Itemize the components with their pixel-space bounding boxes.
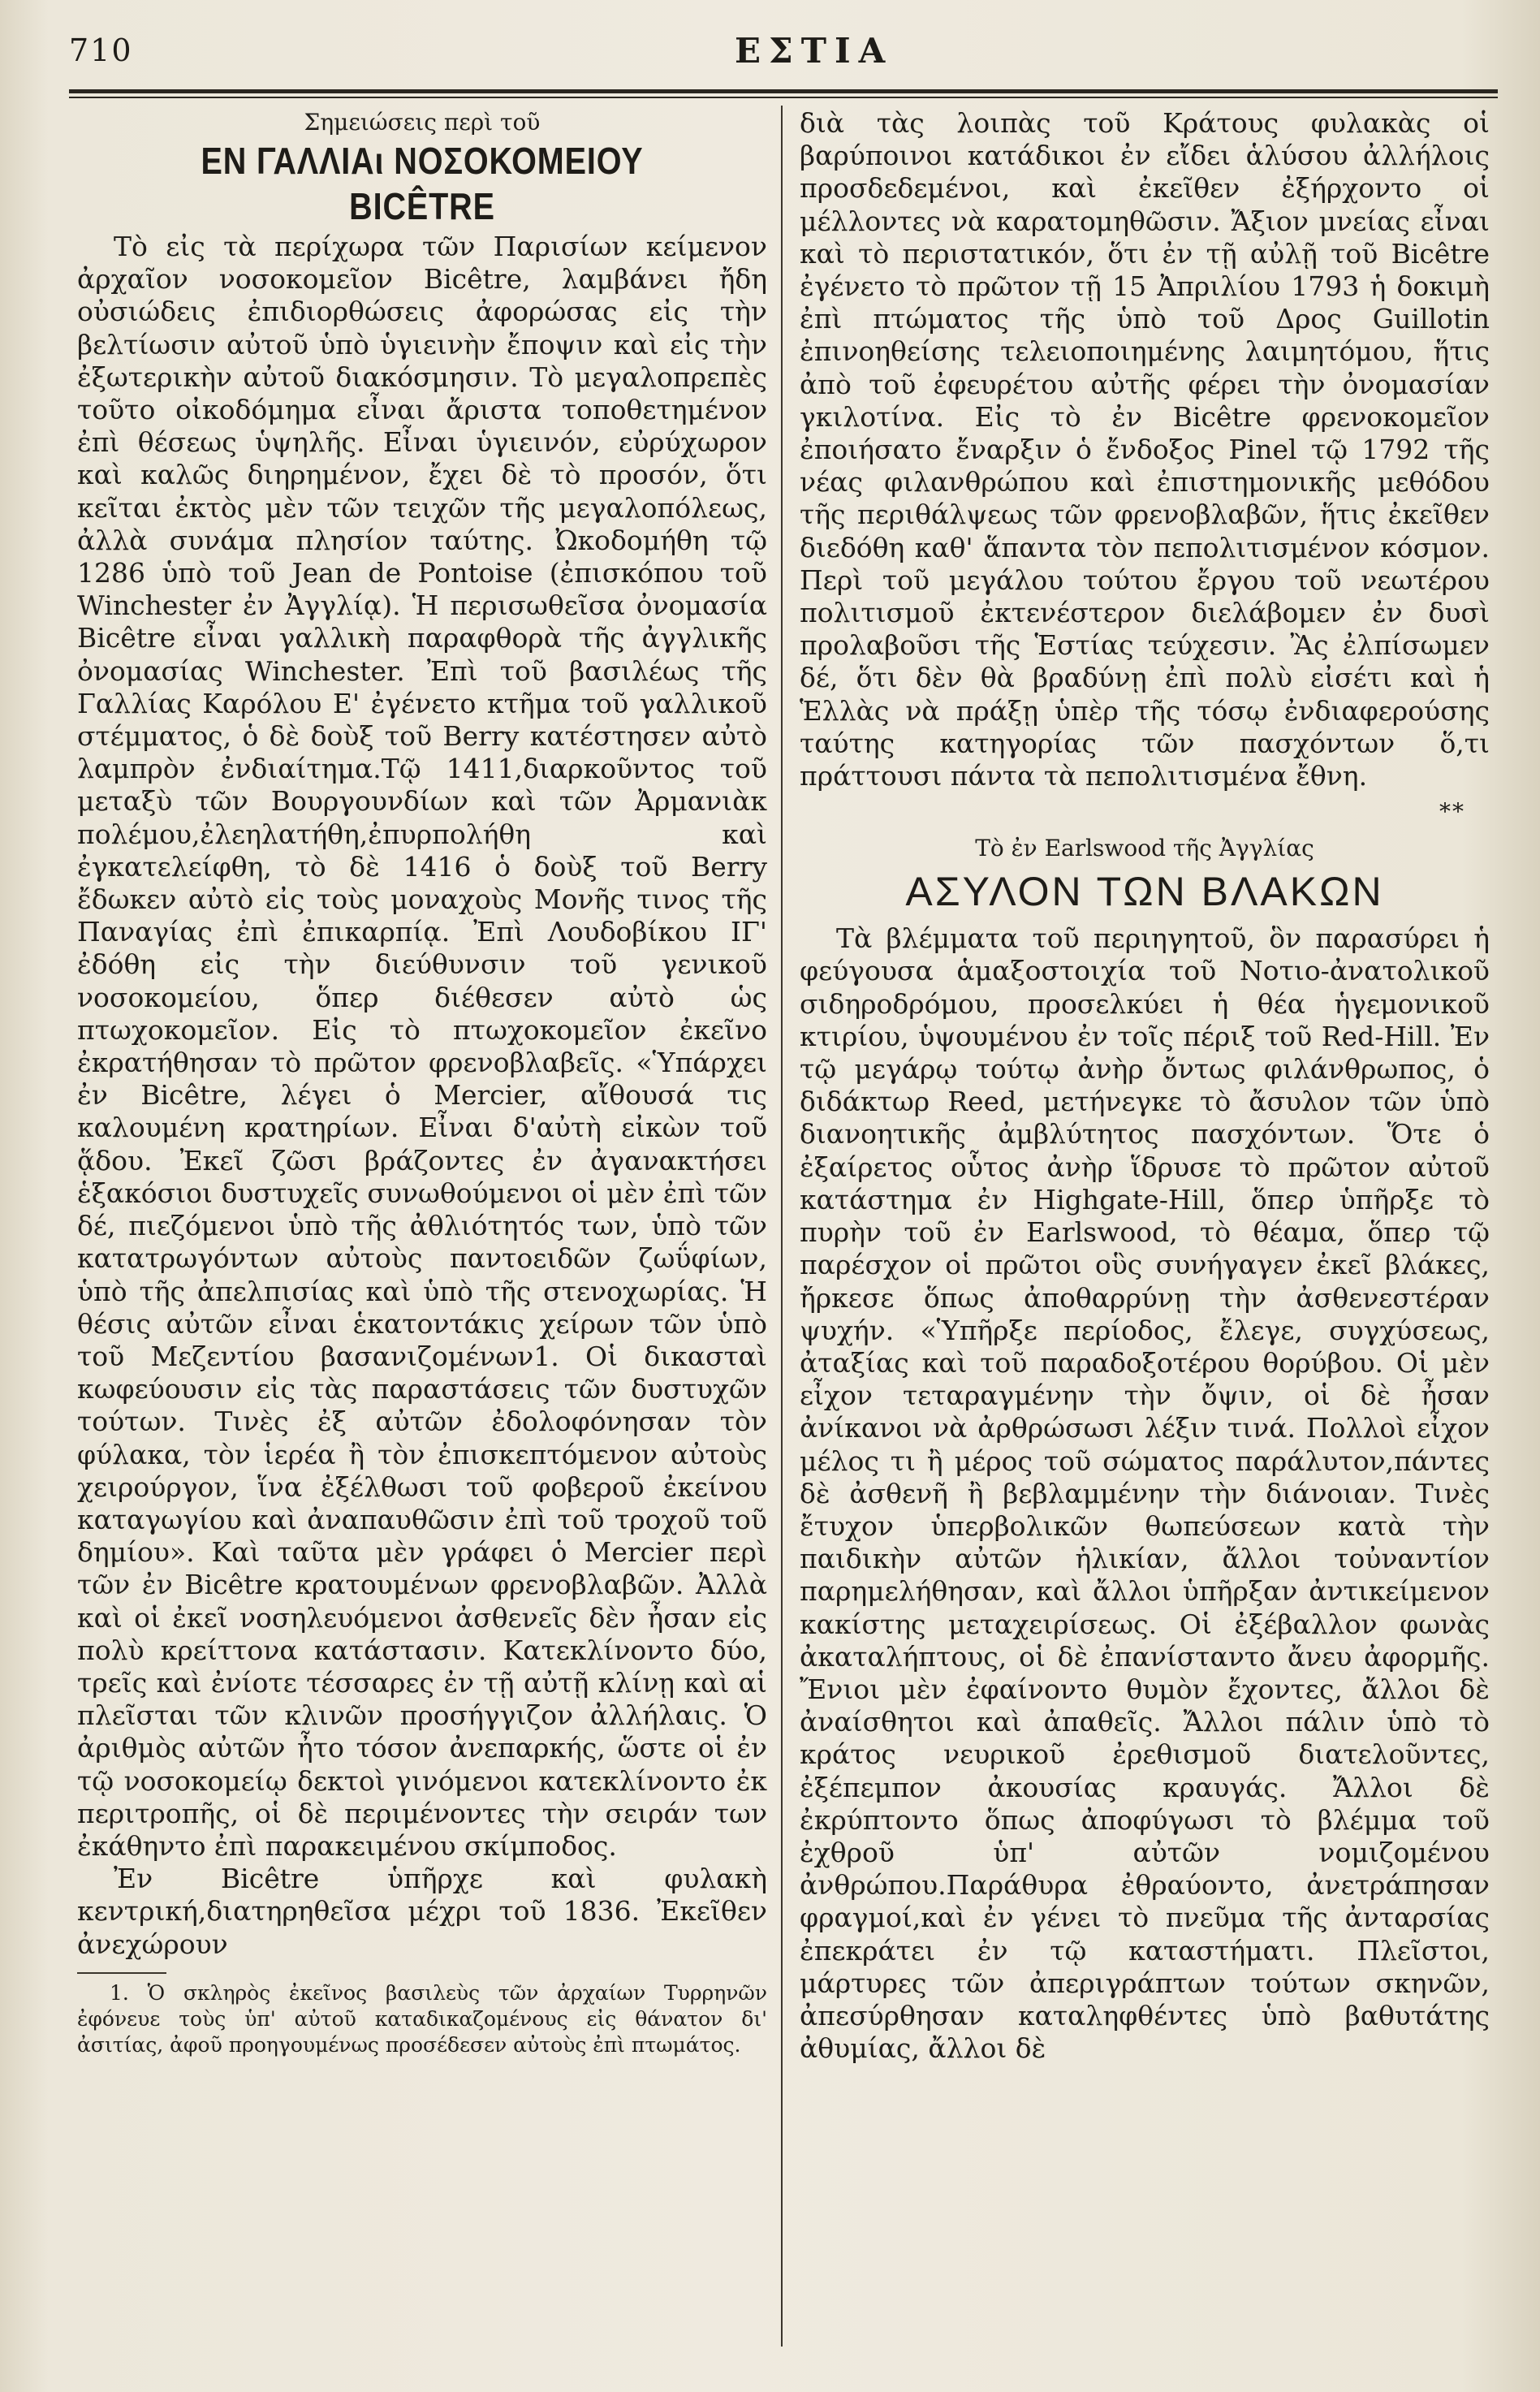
left-column xyxy=(77,107,767,2058)
article-paragraph-continued: διὰ τὰς λοιπὰς τοῦ Κράτους φυλακὰς οἱ βαρύποινοι κατάδικοι ἐν εἴδει ἁλύσου ἀλλήλοις προσδεδεμένοι, καὶ ἐκεῖθεν ἐξήρχοντο οἱ μέλλοντες νὰ καρατομηθῶσιν. Ἄξιον μνείας εἶναι καὶ τὸ περιστατικόν, ὅτι ἐν τῇ αὐλῇ τοῦ Bicêtre ἐγένετο τὸ πρῶτον τῇ 15 Ἀπριλίου 1793 ἡ δοκιμὴ ἐπὶ πτώματος τῆς ὑπὸ τοῦ Δρος Guillotin ἐπινοηθείσης τελειοποιημένης λαιμητόμου, ἥτις ἀπὸ τοῦ ἐφευρέτου αὐτῆς φέρει τὴν ὀνομασίαν γκιλοτίνα. Εἰς τὸ ἐν Bicêtre φρενοκομεῖον ἐποιήσατο ἔναρξιν ὁ ἔνδοξος Pinel τῷ 1792 τῆς νέας φιλανθρώπου καὶ ἐπιστημονικῆς μεθόδου τῆς περιθάλψεως τῶν φρενοβλαβῶν, ἥτις ἐκεῖθεν διεδόθη καθ' ἅπαντα τὸν πεπολιτισμένον κόσμον. Περὶ τοῦ μεγάλου τούτου ἔργου τοῦ νεωτέρου πολιτισμοῦ ἐκτενέστερον διελάβομεν ἐν δυσὶ προλαβοῦσι τῆς Ἑστίας τεύχεσιν. Ἂς ἐλπίσωμεν δέ, ὅτι δὲν θὰ βραδύνῃ ἐπὶ πολὺ εἰσέτι καὶ ἡ Ἑλλὰς νὰ πράξῃ ὑπὲρ τῆς τόσῳ ἐνδιαφερούσης ταύτης κατηγορίας τῶν πασχόντων ὅ,τι πράττουσι πάντα τὰ πεπολιτισμένα ἔθνη. xyxy=(800,107,1490,792)
footnote: 1. Ὁ σκληρὸς ἐκεῖνος βασιλεὺς τῶν ἀρχαίων Τυρρηνῶν ἐφόνευε τοὺς ὑπ' αὐτοῦ καταδικαζομένους εἰς θάνατον δι' ἀσιτίας, ἀφοῦ προηγουμένως προσέδεσεν αὐτοὺς ἐπὶ πτωμάτος. xyxy=(77,1980,767,2057)
header-rule-thin xyxy=(69,97,1498,98)
article-kicker: Σημειώσεις περὶ τοῦ xyxy=(304,109,541,136)
article-paragraph: Τὰ βλέμματα τοῦ περιηγητοῦ, ὃν παρασύρει ἡ φεύγουσα ἁμαξοστοιχία τοῦ Νοτιο-ἀνατολικοῦ σιδηροδρόμου, προσελκύει ἡ θέα ἡγεμονικοῦ κτιρίου, ὑψουμένου ἐν τοῖς πέριξ τοῦ Red-Hill. Ἐν τῷ μεγάρῳ τούτῳ ἀνὴρ ὄντως φιλάνθρωπος, ὁ διδάκτωρ Reed, μετήνεγκε τὸ ἄσυλον τῶν ὑπὸ διανοητικῆς ἀμβλύτητος πασχόντων. Ὅτε ὁ ἐξαίρετος οὗτος ἀνὴρ ἵδρυσε τὸ πρῶτον αὐτοῦ κατάστημα ἐν Highgate-Hill, ὅπερ ὑπῆρξε τὸ πυρὴν τοῦ ἐν Earlswood, τὸ θέαμα, ὅπερ τῷ παρέσχον οἱ πρῶτοι οὓς συνήγαγεν ἐκεῖ βλάκες, ἤρκεσε ὅπως ἀποθαρρύνῃ τὴν ἀσθενεστέραν ψυχήν. «Ὑπῆρξε περίοδος, ἔλεγε, συγχύσεως, ἀταξίας καὶ τοῦ παραδοξοτέρου θορύβου. Οἱ μὲν εἶχον τεταραγμένην τὴν ὄψιν, οἱ δὲ ἦσαν ἀνίκανοι νὰ ἀρθρώσωσι λέξιν τινά. Πολλοὶ εἶχον μέλος τι ἢ μέρος τοῦ σώματος παράλυτον,πάντες δὲ ἀσθενῆ ἢ βεβλαμμένην τὴν διάνοιαν. Τινὲς ἔτυχον ὑπερβολικῶν θωπεύσεων κατὰ τὴν παιδικὴν αὐτῶν ἡλικίαν, ἄλλοι τοὐναντίον παρημελήθησαν, καὶ ἄλλοι ὑπῆρξαν ἀντικείμενον κακίστης μεταχειρίσεως. Οἱ ἐξέβαλλον φωνὰς ἀκαταλήπτους, οἱ δὲ ἐπανίσταντο ἄνευ ἀφορμῆς. Ἔνιοι μὲν ἐφαίνοντο θυμὸν ἔχοντες, ἄλλοι δὲ ἀναίσθητοι καὶ ἀπαθεῖς. Ἄλλοι πάλιν ὑπὸ τὸ κράτος νευρικοῦ ἐρεθισμοῦ διατελοῦντες, ἐξέπεμπον ἀκουσίας κραυγάς. Ἄλλοι δὲ ἐκρύπτοντο ὅπως ἀποφύγωσι τὸ βλέμμα τοῦ ἐχθροῦ ὑπ' αὐτῶν νομιζομένου ἀνθρώπου.Παράθυρα ἐθραύοντο, ἀνετράπησαν φραγμοί,καὶ ἐν γένει τὸ πνεῦμα τῆς ἀνταρσίας ἐπεκράτει ἐν τῷ καταστήματι. Πλεῖστοι, μάρτυρες τῶν ἀπεριγράπτων τούτων σκηνῶν, ἀπεσύρθησαν καταληφθέντες ὑπὸ βαθυτάτης ἀθυμίας, ἄλλοι δὲ xyxy=(800,922,1490,2065)
article-headline: ΑΣΥΛΟΝ ΤΩΝ ΒΛΑΚΩΝ xyxy=(905,869,1384,915)
right-column xyxy=(800,107,1490,2065)
article-paragraph: Τὸ εἰς τὰ περίχωρα τῶν Παρισίων κείμενον ἀρχαῖον νοσοκομεῖον Bicêtre, λαμβάνει ἤδη οὐσιώδεις ἐπιδιορθώσεις ἀφορώσας εἰς τὴν βελτίωσιν αὐτοῦ ὑπὸ ὑγιεινὴν ἔποψιν καὶ εἰς τὴν ἐξωτερικὴν αὐτοῦ διακόσμησιν. Τὸ μεγαλοπρεπὲς τοῦτο οἰκοδόμημα εἶναι ἄριστα τοποθετημένον ἐπὶ θέσεως ὑψηλῆς. Εἶναι ὑγιεινόν, εὐρύχωρον καὶ καλῶς διηρημένον, ἔχει δὲ τὸ προσόν, ὅτι κεῖται ἐκτὸς μὲν τῶν τειχῶν τῆς μεγαλοπόλεως, ἀλλὰ συνάμα πλησίον ταύτης. Ὠκοδομήθη τῷ 1286 ὑπὸ τοῦ Jean de Pontoise (ἐπισκόπου τοῦ Winchester ἐν Ἀγγλίᾳ). Ἡ περισωθεῖσα ὀνομασία Bicêtre εἶναι γαλλικὴ παραφθορὰ τῆς ἀγγλικῆς ὀνομασίας Winchester. Ἐπὶ τοῦ βασιλέως τῆς Γαλλίας Καρόλου Ε' ἐγένετο κτῆμα τοῦ γαλλικοῦ στέμματος, ὁ δὲ δοὺξ τοῦ Berry κατέστησεν αὐτὸ λαμπρὸν ἐνδιαίτημα.Τῷ 1411,διαρκοῦντος τοῦ μεταξὺ τῶν Βουργουνδίων καὶ τῶν Ἀρμανιὰκ πολέμου,ἐλεηλατήθη,ἐπυρπολήθη καὶ ἐγκατελείφθη, τὸ δὲ 1416 ὁ δοὺξ τοῦ Berry ἔδωκεν αὐτὸ εἰς τοὺς μοναχοὺς Μονῆς τινος τῆς Παναγίας ἐπὶ ἐπικαρπίᾳ. Ἐπὶ Λουδοβίκου ΙΓ' ἐδόθη εἰς τὴν διεύθυνσιν τοῦ γενικοῦ νοσοκομείου, ὅπερ διέθεσεν αὐτὸ ὡς πτωχοκομεῖον. Εἰς τὸ πτωχοκομεῖον ἐκεῖνο ἐκρατήθησαν τὸ πρῶτον φρενοβλαβεῖς. «Ὑπάρχει ἐν Bicêtre, λέγει ὁ Mercier, αἴθουσά τις καλουμένη κρατηρίων. Εἶναι δ'αὐτὴ εἰκὼν τοῦ ᾅδου. Ἐκεῖ ζῶσι βράζοντες ἐν ἀγανακτήσει ἑξακόσιοι δυστυχεῖς συνωθούμενοι οἱ μὲν ἐπὶ τῶν δέ, πιεζόμενοι ὑπὸ τῆς ἀθλιότητός των, ὑπὸ τῶν κατατρωγόντων αὐτοὺς παντοειδῶν ζωΰφίων, ὑπὸ τῆς ἀπελπισίας καὶ ὑπὸ τῆς στενοχωρίας. Ἡ θέσις αὐτῶν εἶναι ἑκατοντάκις χείρων τῶν ὑπὸ τοῦ Μεζεντίου βασανιζομένων1. Οἱ δικασταὶ κωφεύουσιν εἰς τὰς παραστάσεις τῶν δυστυχῶν τούτων. Τινὲς ἐξ αὐτῶν ἐδολοφόνησαν τὸν φύλακα, τὸν ἱερέα ἢ τὸν ἐπισκεπτόμενον αὐτοὺς χειρούργον, ἵνα ἐξέλθωσι τοῦ φοβεροῦ ἐκείνου καταγωγίου καὶ ἀναπαυθῶσιν ἐπὶ τοῦ τροχοῦ τοῦ δημίου». Καὶ ταῦτα μὲν γράφει ὁ Mercier περὶ τῶν ἐν Bicêtre κρατουμένων φρενοβλαβῶν. Ἀλλὰ καὶ οἱ ἐκεῖ νοσηλευόμενοι ἀσθενεῖς δὲν ἦσαν εἰς πολὺ κρείττονα κατάστασιν. Κατεκλίνοντο δύο, τρεῖς καὶ ἐνίοτε τέσσαρες ἐν τῇ αὐτῇ κλίνῃ καὶ αἱ πλεῖσται τῶν κλινῶν προσήγγιζον ἀλλήλαις. Ὁ ἀριθμὸς αὐτῶν ἦτο τόσον ἀνεπαρκής, ὥστε οἱ ἐν τῷ νοσοκομείῳ δεκτοὶ γινόμενοι κατεκλίνοντο ἐκ περιτροπῆς, οἱ δὲ περιμένοντες τὴν σειράν των ἐκάθηντο ἐπὶ παρακειμένου σκίμποδος. xyxy=(77,231,767,1862)
article-headline: ΕΝ ΓΑΛΛΙΑι ΝΟΣΟΚΟΜΕΙΟΥ BICÊTRE xyxy=(201,140,644,227)
page-number: 710 xyxy=(69,32,133,68)
journal-title: ΕΣΤΙΑ xyxy=(735,31,894,71)
column-divider xyxy=(781,106,783,2347)
footnote-rule xyxy=(77,1972,166,1974)
article-kicker: Τὸ ἐν Earlswood τῆς Ἀγγλίας xyxy=(975,835,1314,862)
section-asterism: ** xyxy=(1439,798,1465,826)
article-paragraph: Ἐν Bicêtre ὑπῆρχε καὶ φυλακὴ κεντρική,διατηρηθεῖσα μέχρι τοῦ 1836. Ἐκεῖθεν ἀνεχώρουν xyxy=(77,1863,767,1960)
page-header xyxy=(69,23,1498,80)
header-rule xyxy=(69,89,1498,93)
